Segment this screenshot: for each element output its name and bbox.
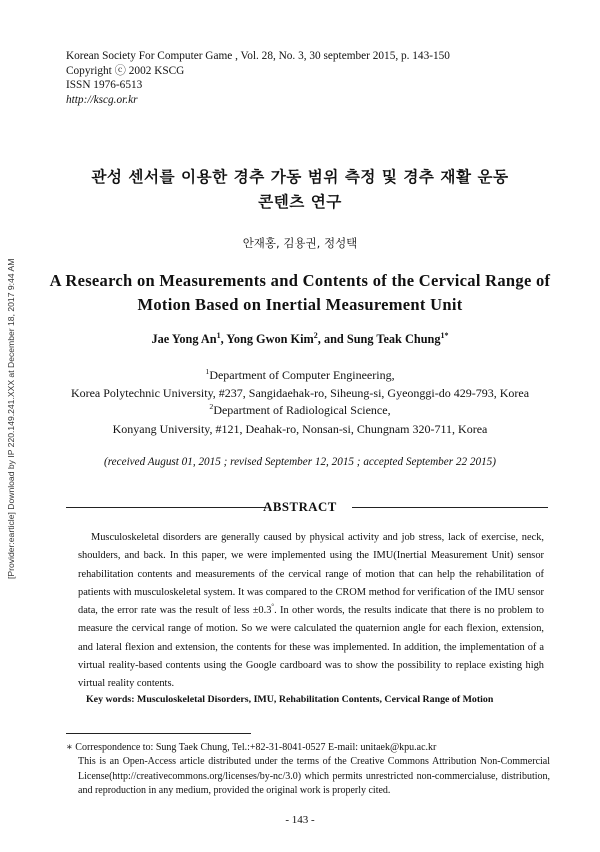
correspondence: Correspondence to: Sung Taek Chung, Tel.:+82-31-8041-0527 E-mail: unitaek@kpu.ac.kr — [72, 742, 437, 753]
abstract-heading: ABSTRACT — [263, 500, 337, 514]
journal-citation: Korean Society For Computer Game , Vol. 28, No. 3, 30 september 2015, p. 143-150 — [66, 50, 450, 62]
english-title-line1: A Research on Measurements and Contents of the Cervical Range of — [49, 271, 551, 290]
author-separator: , and — [317, 332, 347, 346]
journal-url[interactable]: http://kscg.or.kr — [66, 93, 138, 106]
keywords: Key words: Musculoskeletal Disorders, IMU, Rehabilitation Contents, Cervical Range of Motion — [86, 694, 494, 705]
affil-mark: 1 — [205, 367, 210, 376]
copyright-symbol: ⓒ — [114, 64, 126, 77]
author-affil-mark: 1* — [440, 330, 449, 340]
affil-text: Department of Radiological Science, — [213, 403, 391, 417]
author-separator: , — [220, 332, 227, 346]
korean-authors: 안재홍, 김용권, 정성택 — [242, 236, 358, 250]
download-side-note: [Provider:earticle] Download by IP 220.149.241.XXX at December 18, 2017 9:44 AM — [6, 258, 16, 579]
affil-text: Department of Computer Engineering, — [209, 368, 395, 382]
author-affil-mark: 2 — [313, 330, 318, 340]
page-number: - 143 - — [285, 814, 315, 826]
affil-mark: 2 — [209, 402, 214, 411]
abstract-body — [78, 529, 544, 694]
author-name: Sung Teak Chung — [346, 332, 441, 346]
received-dates: (received August 01, 2015 ; revised September 12, 2015 ; accepted September 22 2015) — [104, 456, 496, 468]
affiliation-dept-2 — [0, 401, 600, 419]
english-title-line2: Motion Based on Inertial Measurement Unit — [137, 295, 463, 314]
affiliation-address-1: Korea Polytechnic University, #237, Sangidaehak-ro, Siheung-si, Gyeonggi-do 429-793, Korea — [70, 386, 530, 400]
degree-symbol: ° — [271, 603, 275, 611]
affiliation-dept-1 — [0, 366, 600, 384]
affiliation-address-2: Konyang University, #121, Deahak-ro, Nonsan-si, Chungnam 320-711, Korea — [112, 422, 488, 436]
license-text: This is an Open-Access article distributed under the terms of the Creative Commons Attribution Non-Commercial License(http://creativecommons.org/licenses/by-nc/3.0) which permits unrestricted non-commercialuse, distribution, and reproduction in any medium, provided the original work is properly cited. — [78, 756, 550, 796]
abstract-text: Musculoskeletal disorders are generally caused by physical activity and job stress, lack of exercise, neck, shoulders, and back. In this paper, we were implemented using the IMU(Inertial Measurement Unit) sensor rehabilitation contents and measurements of the cervical range of motion that can help the rehabilitation of patients with musculoskeletal system. It was compared to the CROM method for verification of the IMU sensor data, the error rate was the result of less ±0.3 — [78, 532, 544, 617]
footnote-marker: ∗ — [66, 742, 73, 753]
copyright-year: 2002 KSCG — [125, 64, 185, 77]
english-authors — [0, 332, 600, 347]
issn: ISSN 1976-6513 — [66, 79, 143, 92]
copyright-label: Copyright — [66, 64, 115, 77]
author-name: Yong Gwon Kim — [226, 332, 314, 346]
journal-header — [66, 49, 450, 107]
copyright-line — [66, 64, 450, 79]
footnote-rule — [66, 733, 251, 734]
footnote — [66, 741, 550, 798]
author-affil-mark: 1 — [216, 330, 221, 340]
korean-title-line2: 콘텐츠 연구 — [258, 193, 342, 211]
abstract-text: . In other words, the results indicate that there is no problem to measure the cervical range of motion. So we were calculated the quaternion angle for each flexion, extension, and lateral flexion and extension, the contents for these was implemented. In addition, the implementation of a virtual reality-based contents using the Google cardboard was to show the possibility to replace existing high virtual reality contents. — [78, 605, 544, 690]
author-name: Jae Yong An — [151, 332, 217, 346]
korean-title-line1: 관성 센서를 이용한 경추 가동 범위 측정 및 경추 재활 운동 — [91, 168, 509, 186]
